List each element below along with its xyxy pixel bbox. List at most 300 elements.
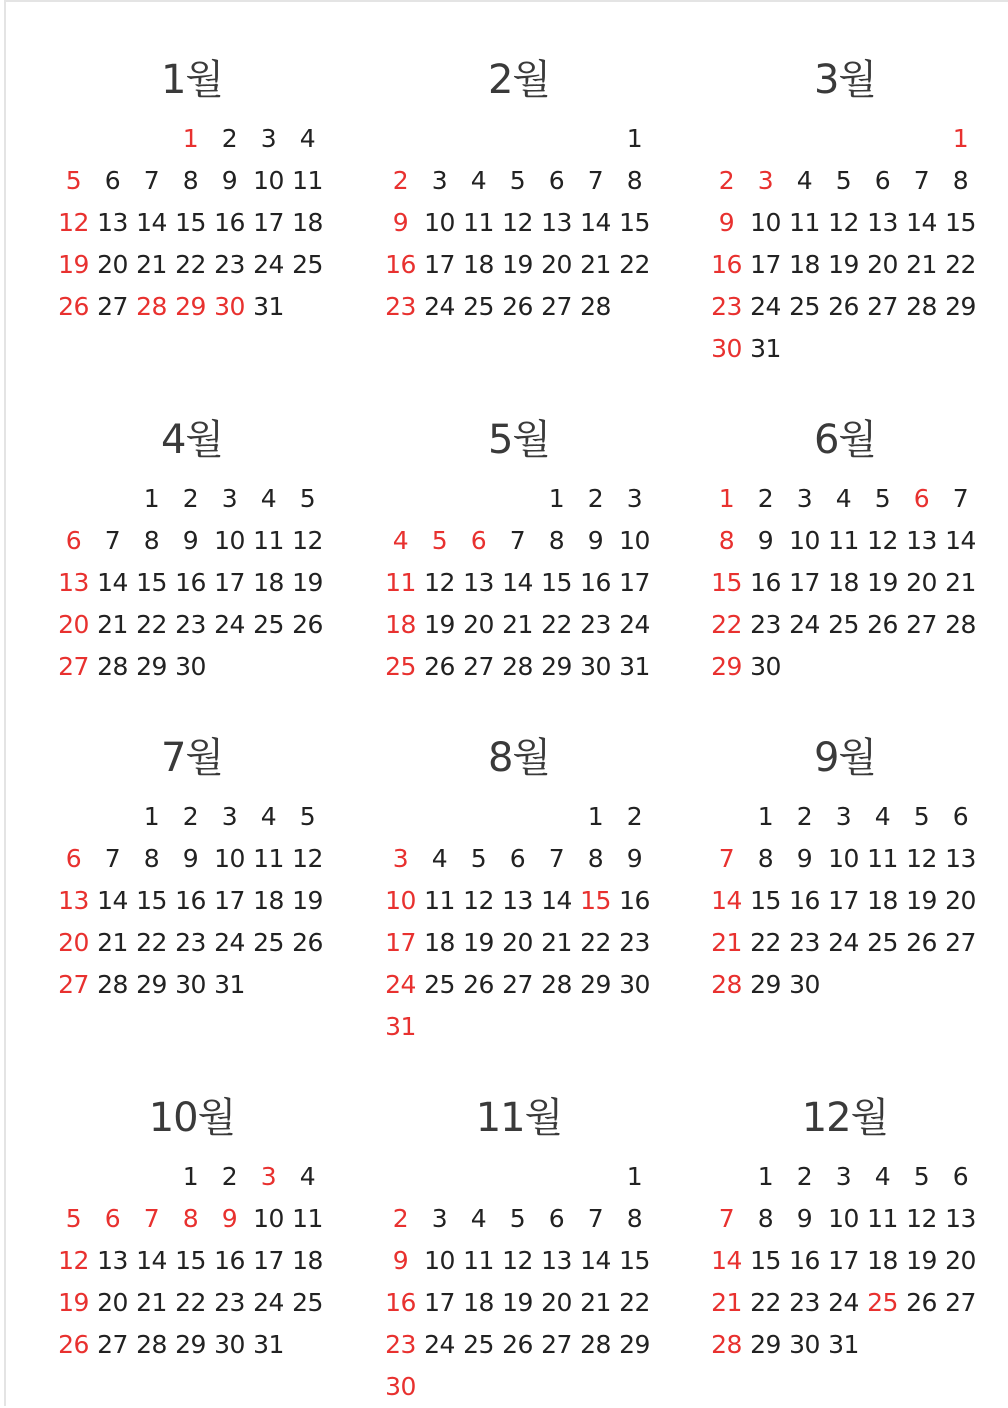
day: 9: [587, 526, 604, 555]
holiday-day: 6: [470, 526, 487, 555]
day: 7: [509, 526, 526, 555]
day: 27: [906, 610, 937, 639]
day: 26: [463, 970, 494, 999]
day: 4: [260, 484, 277, 513]
day: 17: [424, 250, 455, 279]
day: 11: [789, 208, 820, 237]
day: 27: [541, 1330, 572, 1359]
day-grid: [381, 118, 657, 328]
holiday-day: 31: [385, 1012, 416, 1041]
holiday-day: 5: [65, 1204, 82, 1233]
day: 19: [502, 250, 533, 279]
day: 2: [182, 484, 199, 513]
holiday-day: 20: [58, 610, 89, 639]
day: 14: [580, 208, 611, 237]
day: 23: [175, 610, 206, 639]
day: 18: [463, 250, 494, 279]
day: 18: [424, 928, 455, 957]
day: 4: [470, 1204, 487, 1233]
day: 15: [175, 208, 206, 237]
day: 11: [292, 166, 323, 195]
day: 22: [175, 250, 206, 279]
day: 23: [789, 1288, 820, 1317]
day: 5: [913, 1162, 930, 1191]
day: 11: [828, 526, 859, 555]
day: 8: [143, 526, 160, 555]
day: 15: [619, 208, 650, 237]
day: 20: [463, 610, 494, 639]
day: 27: [502, 970, 533, 999]
day: 24: [619, 610, 650, 639]
day: 13: [502, 886, 533, 915]
day: 2: [221, 124, 238, 153]
holiday-day: 7: [718, 1204, 735, 1233]
day: 13: [463, 568, 494, 597]
day: 25: [292, 1288, 323, 1317]
day: 30: [619, 970, 650, 999]
day: 12: [424, 568, 455, 597]
holiday-day: 26: [58, 1330, 89, 1359]
day: 8: [587, 844, 604, 873]
day: 14: [541, 886, 572, 915]
holiday-day: 6: [65, 526, 82, 555]
day: 26: [867, 610, 898, 639]
day: 17: [750, 250, 781, 279]
holiday-day: 29: [175, 292, 206, 321]
day: 5: [913, 802, 930, 831]
day: 17: [828, 1246, 859, 1275]
holiday-day: 3: [757, 166, 774, 195]
day: 19: [292, 886, 323, 915]
day: 17: [619, 568, 650, 597]
day: 18: [253, 886, 284, 915]
day: 31: [750, 334, 781, 363]
holiday-day: 28: [711, 970, 742, 999]
day: 3: [431, 166, 448, 195]
holiday-day: 6: [913, 484, 930, 513]
day: 15: [945, 208, 976, 237]
day: 26: [828, 292, 859, 321]
day: 7: [952, 484, 969, 513]
day: 27: [463, 652, 494, 681]
day: 7: [104, 526, 121, 555]
day-grid: [54, 478, 330, 688]
day: 24: [424, 1330, 455, 1359]
day: 6: [952, 1162, 969, 1191]
holiday-day: 16: [385, 250, 416, 279]
holiday-day: 9: [718, 208, 735, 237]
holiday-day: 10: [385, 886, 416, 915]
day: 1: [626, 124, 643, 153]
month-title: 7월: [160, 735, 224, 781]
day-grid: [381, 1156, 657, 1408]
day: 14: [136, 1246, 167, 1275]
day: 17: [253, 1246, 284, 1275]
day: 8: [952, 166, 969, 195]
day: 4: [299, 1162, 316, 1191]
day: 18: [253, 568, 284, 597]
holiday-day: 20: [58, 928, 89, 957]
holiday-day: 13: [58, 886, 89, 915]
day-grid: [54, 796, 330, 1006]
day: 4: [835, 484, 852, 513]
day: 11: [867, 1204, 898, 1233]
day: 18: [789, 250, 820, 279]
holiday-day: 1: [952, 124, 969, 153]
day: 5: [509, 1204, 526, 1233]
day: 29: [580, 970, 611, 999]
day: 25: [424, 970, 455, 999]
day: 19: [463, 928, 494, 957]
month-title: 9월: [813, 735, 877, 781]
holiday-day: 15: [711, 568, 742, 597]
day: 12: [292, 526, 323, 555]
day: 24: [253, 250, 284, 279]
day: 1: [143, 802, 160, 831]
day: 24: [828, 928, 859, 957]
day: 15: [619, 1246, 650, 1275]
day: 20: [541, 250, 572, 279]
day: 7: [548, 844, 565, 873]
day: 3: [431, 1204, 448, 1233]
holiday-day: 14: [711, 886, 742, 915]
day: 21: [541, 928, 572, 957]
day: 28: [541, 970, 572, 999]
holiday-day: 19: [58, 1288, 89, 1317]
day: 22: [541, 610, 572, 639]
day: 2: [626, 802, 643, 831]
day: 20: [906, 568, 937, 597]
day: 31: [253, 292, 284, 321]
day: 18: [867, 1246, 898, 1275]
day: 25: [828, 610, 859, 639]
day: 13: [541, 208, 572, 237]
day: 31: [214, 970, 245, 999]
day: 22: [136, 610, 167, 639]
day: 26: [292, 928, 323, 957]
holiday-day: 25: [867, 1288, 898, 1317]
day: 17: [253, 208, 284, 237]
holiday-day: 30: [385, 1372, 416, 1401]
holiday-day: 18: [385, 610, 416, 639]
day: 19: [906, 1246, 937, 1275]
day: 5: [299, 802, 316, 831]
day: 27: [945, 928, 976, 957]
day: 21: [97, 610, 128, 639]
holiday-day: 25: [385, 652, 416, 681]
day: 31: [253, 1330, 284, 1359]
day: 11: [463, 1246, 494, 1275]
day: 2: [587, 484, 604, 513]
day: 29: [750, 970, 781, 999]
day: 12: [502, 208, 533, 237]
day: 18: [292, 208, 323, 237]
day: 31: [828, 1330, 859, 1359]
day: 9: [796, 844, 813, 873]
day: 27: [97, 292, 128, 321]
holiday-day: 27: [58, 652, 89, 681]
day: 13: [906, 526, 937, 555]
day: 7: [913, 166, 930, 195]
day: 30: [789, 970, 820, 999]
day: 10: [828, 844, 859, 873]
day: 17: [214, 568, 245, 597]
holiday-day: 6: [65, 844, 82, 873]
day: 17: [789, 568, 820, 597]
holiday-day: 23: [385, 292, 416, 321]
day: 11: [253, 526, 284, 555]
day: 7: [587, 166, 604, 195]
month-title: 3월: [813, 57, 877, 103]
day: 25: [292, 250, 323, 279]
day: 14: [136, 208, 167, 237]
day: 26: [906, 928, 937, 957]
day: 2: [757, 484, 774, 513]
day: 10: [789, 526, 820, 555]
day: 8: [143, 844, 160, 873]
holiday-day: 24: [385, 970, 416, 999]
day: 18: [828, 568, 859, 597]
day: 4: [796, 166, 813, 195]
day: 9: [796, 1204, 813, 1233]
day: 5: [509, 166, 526, 195]
holiday-day: 19: [58, 250, 89, 279]
day: 11: [424, 886, 455, 915]
day: 1: [587, 802, 604, 831]
day: 1: [757, 802, 774, 831]
day-grid: [381, 796, 657, 1048]
day: 12: [828, 208, 859, 237]
day: 22: [750, 928, 781, 957]
holiday-day: 1: [718, 484, 735, 513]
day: 17: [424, 1288, 455, 1317]
day: 29: [541, 652, 572, 681]
day: 28: [97, 970, 128, 999]
day: 29: [175, 1330, 206, 1359]
holiday-day: 4: [392, 526, 409, 555]
day: 13: [97, 208, 128, 237]
day-grid: [707, 1156, 983, 1366]
holiday-day: 30: [711, 334, 742, 363]
holiday-day: 2: [718, 166, 735, 195]
day: 25: [253, 610, 284, 639]
holiday-day: 12: [58, 208, 89, 237]
day: 29: [136, 970, 167, 999]
day: 21: [136, 1288, 167, 1317]
holiday-day: 5: [65, 166, 82, 195]
day: 1: [143, 484, 160, 513]
day: 17: [828, 886, 859, 915]
day: 28: [580, 292, 611, 321]
day: 14: [97, 886, 128, 915]
day: 27: [867, 292, 898, 321]
day: 27: [541, 292, 572, 321]
day: 7: [104, 844, 121, 873]
day: 20: [867, 250, 898, 279]
day: 22: [619, 1288, 650, 1317]
month-title: 2월: [487, 57, 551, 103]
day-grid: [54, 1156, 330, 1366]
holiday-day: 8: [182, 1204, 199, 1233]
day: 22: [619, 250, 650, 279]
holiday-day: 6: [104, 1204, 121, 1233]
day: 29: [945, 292, 976, 321]
day: 25: [463, 292, 494, 321]
day: 17: [214, 886, 245, 915]
day: 11: [253, 844, 284, 873]
day: 15: [541, 568, 572, 597]
day: 19: [502, 1288, 533, 1317]
day: 4: [470, 166, 487, 195]
holiday-day: 5: [431, 526, 448, 555]
day: 15: [750, 886, 781, 915]
month-title: 1월: [160, 57, 224, 103]
day: 28: [136, 1330, 167, 1359]
day: 15: [175, 1246, 206, 1275]
day: 9: [182, 526, 199, 555]
day: 21: [502, 610, 533, 639]
day: 20: [541, 1288, 572, 1317]
day: 12: [292, 844, 323, 873]
holiday-day: 2: [392, 1204, 409, 1233]
day: 22: [750, 1288, 781, 1317]
day: 21: [906, 250, 937, 279]
day: 26: [292, 610, 323, 639]
day: 13: [867, 208, 898, 237]
day: 21: [580, 1288, 611, 1317]
day: 10: [619, 526, 650, 555]
holiday-day: 27: [58, 970, 89, 999]
day: 12: [906, 1204, 937, 1233]
day: 2: [796, 1162, 813, 1191]
day: 6: [104, 166, 121, 195]
holiday-day: 1: [182, 124, 199, 153]
month-title: 11월: [475, 1095, 563, 1141]
holiday-day: 7: [143, 1204, 160, 1233]
day: 16: [580, 568, 611, 597]
day: 2: [221, 1162, 238, 1191]
day: 4: [431, 844, 448, 873]
day: 25: [867, 928, 898, 957]
holiday-day: 16: [385, 1288, 416, 1317]
holiday-day: 23: [711, 292, 742, 321]
day: 21: [97, 928, 128, 957]
holiday-day: 17: [385, 928, 416, 957]
holiday-day: 11: [385, 568, 416, 597]
day: 23: [750, 610, 781, 639]
day: 29: [750, 1330, 781, 1359]
day: 13: [97, 1246, 128, 1275]
day: 3: [796, 484, 813, 513]
day: 4: [299, 124, 316, 153]
day: 26: [906, 1288, 937, 1317]
holiday-day: 28: [136, 292, 167, 321]
day: 6: [509, 844, 526, 873]
day: 9: [221, 166, 238, 195]
day: 22: [175, 1288, 206, 1317]
day: 24: [253, 1288, 284, 1317]
day: 1: [182, 1162, 199, 1191]
day: 31: [619, 652, 650, 681]
day: 24: [214, 928, 245, 957]
day: 3: [221, 802, 238, 831]
day: 6: [548, 1204, 565, 1233]
month-title: 8월: [487, 735, 551, 781]
day: 12: [867, 526, 898, 555]
day: 2: [796, 802, 813, 831]
holiday-day: 2: [392, 166, 409, 195]
day: 3: [626, 484, 643, 513]
holiday-day: 21: [711, 1288, 742, 1317]
day: 19: [906, 886, 937, 915]
day: 28: [906, 292, 937, 321]
day: 30: [214, 1330, 245, 1359]
day: 16: [175, 886, 206, 915]
day: 4: [874, 802, 891, 831]
day: 25: [253, 928, 284, 957]
day: 4: [260, 802, 277, 831]
day: 10: [214, 844, 245, 873]
day: 20: [945, 886, 976, 915]
day: 7: [143, 166, 160, 195]
day: 16: [175, 568, 206, 597]
day: 21: [945, 568, 976, 597]
holiday-day: 7: [718, 844, 735, 873]
day: 9: [757, 526, 774, 555]
day: 15: [136, 568, 167, 597]
day: 6: [952, 802, 969, 831]
day: 24: [214, 610, 245, 639]
day: 10: [424, 208, 455, 237]
day: 10: [253, 166, 284, 195]
day: 24: [789, 610, 820, 639]
day: 23: [619, 928, 650, 957]
day: 30: [580, 652, 611, 681]
day: 16: [214, 1246, 245, 1275]
day: 28: [97, 652, 128, 681]
holiday-day: 23: [385, 1330, 416, 1359]
day-grid: [54, 118, 330, 328]
day: 18: [463, 1288, 494, 1317]
month-title: 5월: [487, 417, 551, 463]
holiday-day: 9: [392, 208, 409, 237]
day: 28: [945, 610, 976, 639]
day: 20: [97, 250, 128, 279]
day: 22: [136, 928, 167, 957]
day: 8: [626, 1204, 643, 1233]
day: 16: [214, 208, 245, 237]
day: 2: [182, 802, 199, 831]
day: 12: [906, 844, 937, 873]
day: 11: [867, 844, 898, 873]
day: 27: [945, 1288, 976, 1317]
day: 3: [260, 124, 277, 153]
day: 14: [945, 526, 976, 555]
day: 10: [424, 1246, 455, 1275]
holiday-day: 3: [260, 1162, 277, 1191]
day: 26: [502, 1330, 533, 1359]
day: 5: [470, 844, 487, 873]
day: 19: [292, 568, 323, 597]
holiday-day: 3: [392, 844, 409, 873]
day: 22: [945, 250, 976, 279]
holiday-day: 12: [58, 1246, 89, 1275]
day: 6: [548, 166, 565, 195]
day: 30: [750, 652, 781, 681]
day: 5: [874, 484, 891, 513]
day: 8: [548, 526, 565, 555]
day: 3: [835, 802, 852, 831]
